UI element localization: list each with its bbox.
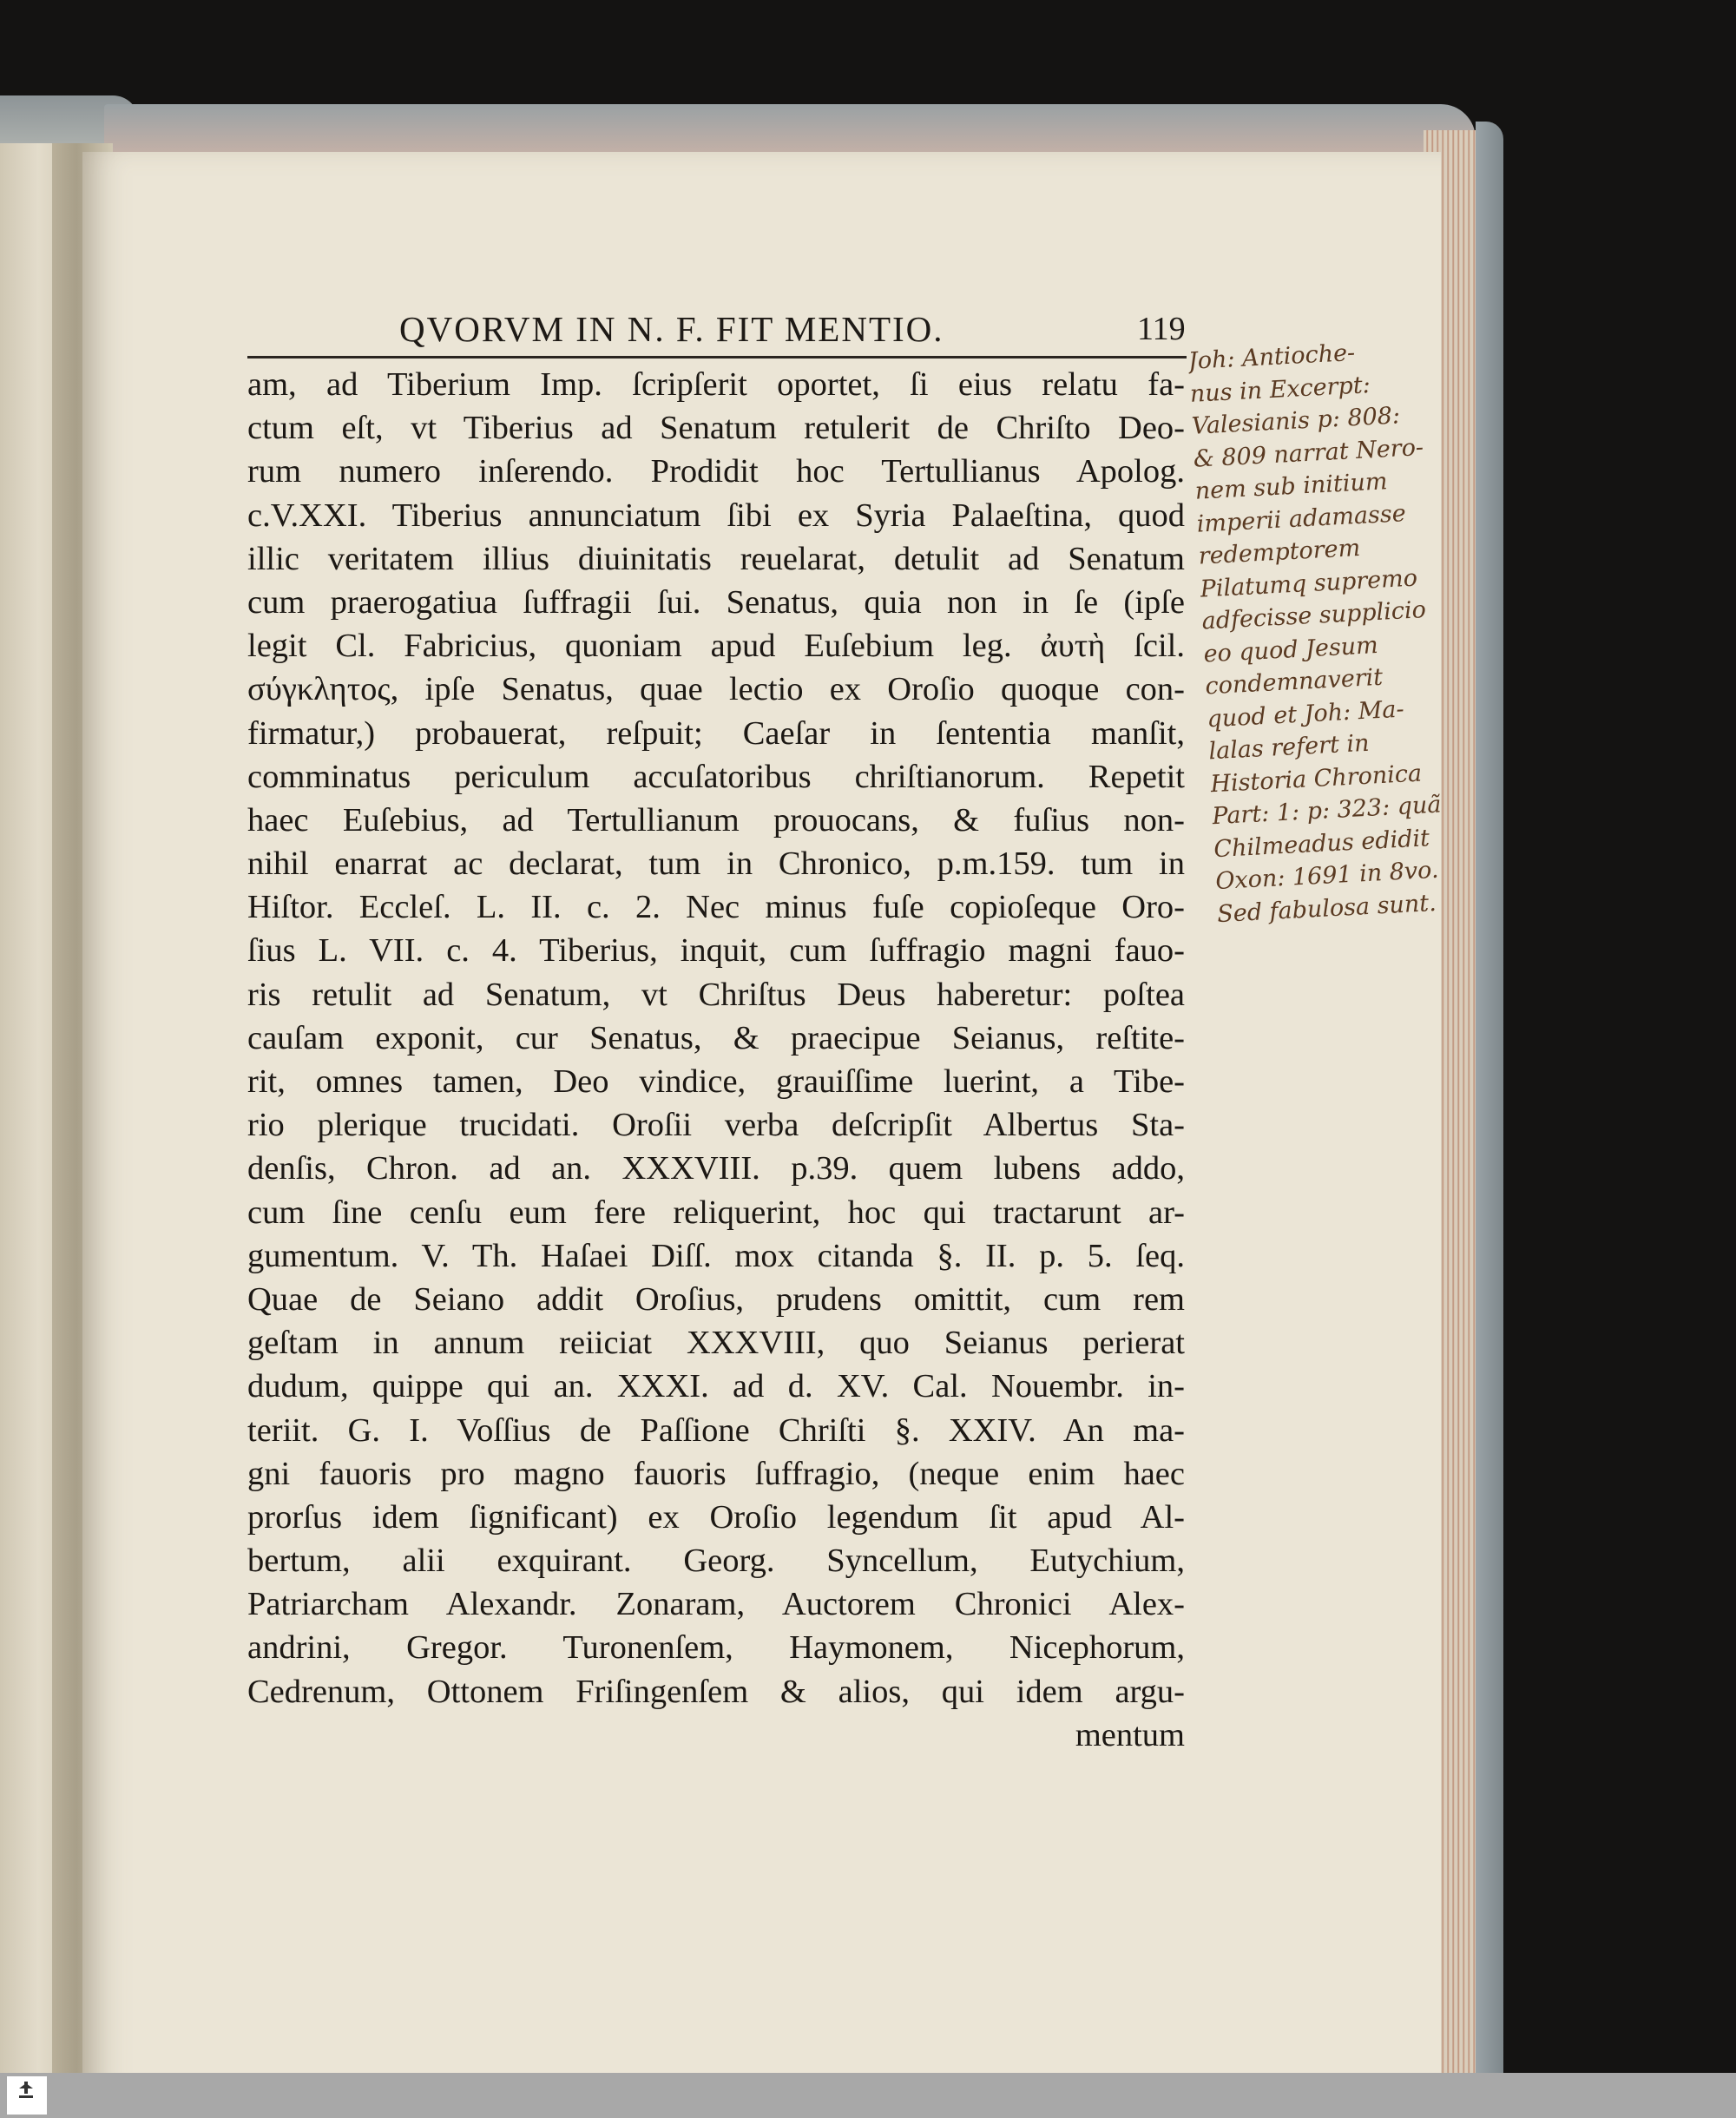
- text-line: andrini, Gregor. Turonenſem, Haymonem, Nicephorum,: [247, 1629, 1185, 1667]
- text-line: haec Euſebius, ad Tertullianum prouocans, & fuſius non-: [247, 801, 1185, 839]
- text-line: Patriarcham Alexandr. Zonaram, Auctorem Chronici Alex-: [247, 1586, 1185, 1623]
- text-line: ctum eſt, vt Tiberius ad Senatum retulerit de Chriſto Deo-: [247, 410, 1185, 447]
- text-line: σύγκλητος, ipſe Senatus, quae lectio ex Oroſio quoque con-: [247, 671, 1185, 708]
- text-line: ſius L. VII. c. 4. Tiberius, inquit, cum ſuffragio magni fauo-: [247, 932, 1185, 970]
- body-text: [247, 363, 1185, 1753]
- right-cover-edge: [1476, 122, 1503, 2092]
- text-line: cum ſine cenſu eum fere reliquerint, hoc qui tractarunt ar-: [247, 1194, 1185, 1231]
- text-line: Hiſtor. Eccleſ. L. II. c. 2. Nec minus fuſe copioſeque Oro-: [247, 889, 1185, 926]
- catchword: mentum: [1075, 1716, 1185, 1753]
- note-line: Joh: Antioche-: [1187, 339, 1356, 375]
- handwritten-margin-note: [1187, 332, 1464, 1004]
- note-line: & 809 narrat Nero-: [1193, 433, 1424, 473]
- text-line: teriit. G. I. Voſſius de Paſſione Chriſti §. XXIV. An ma-: [247, 1411, 1185, 1449]
- text-line: illic veritatem illius diuinitatis reuelarat, detulit ad Senatum: [247, 540, 1185, 577]
- text-line: cum praerogatiua ſuffragii ſui. Senatus, quia non in ſe (ipſe: [247, 583, 1185, 621]
- text-line: Quae de Seiano addit Oroſius, prudens omittit, cum rem: [247, 1280, 1185, 1318]
- text-line: c.V.XXI. Tiberius annunciatum ſibi ex Syria Palaeſtina, quod: [247, 497, 1185, 534]
- note-line: lalas refert in: [1207, 729, 1371, 766]
- note-line: Part: 1: p: 323: quã: [1211, 791, 1443, 831]
- text-line: prorſus idem ſignificant) ex Oroſio legendum ſit apud Al-: [247, 1498, 1185, 1536]
- page-number: 119: [1137, 311, 1186, 347]
- text-line: gumentum. V. Th. Haſaei Diſſ. mox citanda §. II. p. 5. ſeq.: [247, 1237, 1185, 1274]
- text-line: gni fauoris pro magno fauoris ſuffragio, (neque enim haec: [247, 1455, 1185, 1492]
- running-head: QVORVM IN N. F. FIT MENTIO.: [399, 309, 944, 349]
- note-line: Oxon: 1691 in 8vo.: [1214, 856, 1440, 896]
- text-line: legit Cl. Fabricius, quoniam apud Euſebium leg. ἀυτὴ ſcil.: [247, 628, 1185, 665]
- text-line: Cedrenum, Ottonem Friſingenſem & alios, qui idem argu-: [247, 1673, 1185, 1710]
- note-line: condemnaverit: [1204, 663, 1384, 701]
- note-line: nus in Excerpt:: [1189, 371, 1371, 408]
- text-line: comminatus periculum accuſatoribus chriſtianorum. Repetit: [247, 758, 1185, 795]
- text-line: geſtam in annum reiiciat XXXVIII, quo Seianus perierat: [247, 1325, 1185, 1362]
- note-line: imperii adamasse: [1195, 499, 1407, 538]
- text-line: rio plerique trucidati. Oroſii verba deſcripſit Albertus Sta-: [247, 1107, 1185, 1144]
- note-line: nem sub initium: [1194, 468, 1389, 505]
- library-logo-icon: [16, 2080, 36, 2101]
- note-line: Pilatumq supremo: [1199, 564, 1418, 603]
- text-line: nihil enarrat ac declarat, tum in Chronico, p.m.159. tum in: [247, 845, 1185, 883]
- text-line: firmatur,) probauerat, reſpuit; Caeſar in ſententia manſit,: [247, 714, 1185, 752]
- note-line: redemptorem: [1197, 534, 1361, 570]
- text-line: ris retulit ad Senatum, vt Chriſtus Deus haberetur: poſtea: [247, 976, 1185, 1013]
- text-line: cauſam exponit, cur Senatus, & praecipue Seianus, reſtite-: [247, 1019, 1185, 1056]
- note-line: eo quod Jesum: [1202, 631, 1379, 668]
- top-cover-edge: [104, 104, 1476, 152]
- text-line: bertum, alii exquirant. Georg. Syncellum, Eutychium,: [247, 1542, 1185, 1580]
- note-line: Chilmeadus edidit: [1213, 824, 1430, 863]
- text-line: denſis, Chron. ad an. XXXVIII. p.39. quem lubens addo,: [247, 1150, 1185, 1187]
- note-line: Historia Chronica: [1209, 760, 1423, 798]
- text-line: rum numero inſerendo. Prodidit hoc Tertullianus Apolog.: [247, 453, 1185, 490]
- viewer-bottom-bar: [0, 2073, 1736, 2118]
- head-rule: [247, 356, 1187, 358]
- text-line: am, ad Tiberium Imp. ſcripſerit oportet, ſi eius relatu fa-: [247, 366, 1185, 403]
- text-line: rit, omnes tamen, Deo vindice, grauiſſime luerint, a Tibe-: [247, 1063, 1185, 1100]
- note-line: Sed fabulosa sunt.: [1216, 889, 1437, 928]
- note-line: adfecisse supplicio: [1200, 596, 1427, 635]
- note-line: Valesianis p: 808:: [1191, 402, 1401, 440]
- text-line: dudum, quippe qui an. XXXI. ad d. XV. Cal. Nouembr. in-: [247, 1368, 1185, 1405]
- note-line: quod et Joh: Ma-: [1206, 695, 1405, 733]
